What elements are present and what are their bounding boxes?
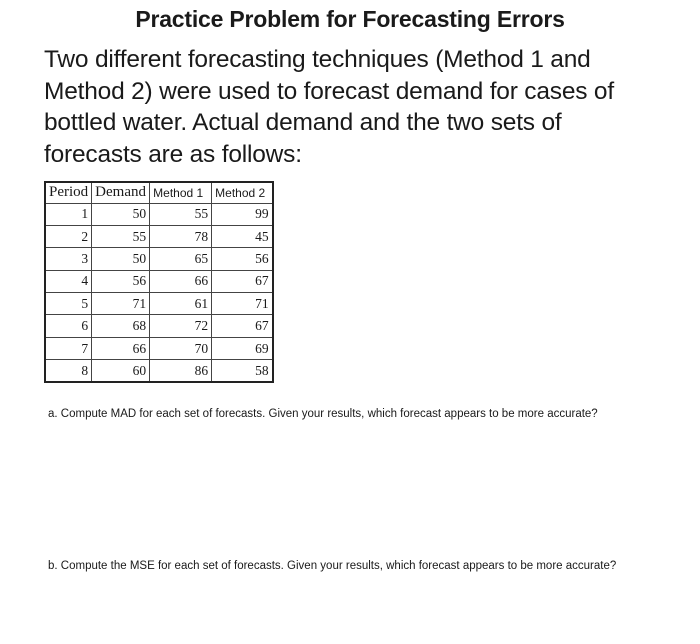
demand-cell: 50	[92, 248, 150, 270]
question-a: a. Compute MAD for each set of forecasts. Given your results, which forecast appears to be more accurate?	[48, 408, 598, 420]
method-2-cell: 56	[212, 248, 273, 270]
method-1-cell: 55	[150, 203, 212, 225]
period-cell: 1	[45, 203, 92, 225]
intro-paragraph: Two different forecasting techniques (Method 1 and Method 2) were used to forecast demand for cases of bottled water. Actual demand and the two sets of forecasts are as follows:	[44, 46, 614, 168]
table-row	[45, 315, 273, 337]
table-row	[45, 293, 273, 315]
table-row	[45, 225, 273, 247]
method-1-cell: 65	[150, 248, 212, 270]
demand-cell: 66	[92, 337, 150, 359]
table-header-row	[45, 182, 273, 203]
method-1-cell: 78	[150, 225, 212, 247]
period-cell: 8	[45, 360, 92, 382]
question-b: b. Compute the MSE for each set of forecasts. Given your results, which forecast appears to be more accurate?	[48, 560, 617, 572]
method-2-cell: 67	[212, 315, 273, 337]
demand-cell: 68	[92, 315, 150, 337]
method-1-cell: 70	[150, 337, 212, 359]
method-1-cell: 72	[150, 315, 212, 337]
method-2-cell: 99	[212, 203, 273, 225]
table-row	[45, 203, 273, 225]
column-header-period: Period	[45, 182, 92, 203]
demand-cell: 50	[92, 203, 150, 225]
page-title: Practice Problem for Forecasting Errors	[135, 6, 565, 32]
period-cell: 2	[45, 225, 92, 247]
column-header-demand: Demand	[92, 182, 150, 203]
demand-cell: 60	[92, 360, 150, 382]
table-row	[45, 337, 273, 359]
forecast-table	[44, 181, 274, 383]
column-header-method-1: Method 1	[150, 182, 212, 203]
table-row	[45, 248, 273, 270]
demand-cell: 56	[92, 270, 150, 292]
method-2-cell: 58	[212, 360, 273, 382]
period-cell: 6	[45, 315, 92, 337]
period-cell: 5	[45, 293, 92, 315]
method-2-cell: 67	[212, 270, 273, 292]
method-1-cell: 61	[150, 293, 212, 315]
demand-cell: 55	[92, 225, 150, 247]
method-2-cell: 69	[212, 337, 273, 359]
demand-cell: 71	[92, 293, 150, 315]
method-2-cell: 45	[212, 225, 273, 247]
period-cell: 7	[45, 337, 92, 359]
method-1-cell: 66	[150, 270, 212, 292]
period-cell: 3	[45, 248, 92, 270]
table-row	[45, 360, 273, 382]
column-header-method-2: Method 2	[212, 182, 273, 203]
table-row	[45, 270, 273, 292]
method-1-cell: 86	[150, 360, 212, 382]
method-2-cell: 71	[212, 293, 273, 315]
period-cell: 4	[45, 270, 92, 292]
